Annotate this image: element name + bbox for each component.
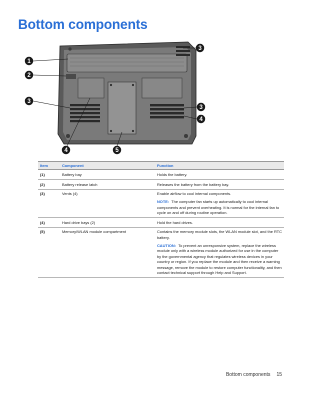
- components-table: [38, 161, 284, 278]
- table-row: [38, 189, 284, 217]
- note-text: The computer fan starts up automatically to cool internal components and prevent overheating. It is normal for the internal fan to cycle on and off during routine operation.: [157, 199, 280, 216]
- page-title: Bottom components: [18, 17, 148, 32]
- callout-3-top-right: [196, 44, 204, 52]
- item-number: (2): [38, 180, 60, 190]
- callout-3-left: [25, 97, 33, 105]
- function-text: Enable airflow to cool internal components.: [157, 191, 232, 197]
- callout-5-bottom: [113, 146, 121, 154]
- page-number: 15: [276, 372, 282, 378]
- battery-release-latch: [66, 74, 76, 79]
- memory-wlan-compartment: [108, 82, 136, 134]
- callout-number: 2: [27, 73, 31, 80]
- component-function: Hold the hard drives.: [155, 218, 284, 228]
- footer-section-title: Bottom components: [225, 372, 271, 378]
- item-number: (5): [38, 227, 60, 277]
- table-row: [38, 227, 284, 277]
- component-name: Vents (4): [60, 189, 155, 217]
- component-name: Battery release latch: [60, 180, 155, 190]
- component-name: Memory/WLAN module compartment: [60, 227, 155, 277]
- header-function: Function: [155, 162, 284, 170]
- item-number: (3): [38, 189, 60, 217]
- callout-2: [25, 71, 33, 79]
- table-row: [38, 218, 284, 228]
- callout-1: [25, 57, 33, 65]
- component-name: Hard drive bays (2): [60, 218, 155, 228]
- laptop-bottom-illustration: [0, 34, 300, 158]
- component-name: Battery bay: [60, 170, 155, 180]
- hard-drive-bay-left: [78, 78, 104, 98]
- callout-3-right: [197, 103, 205, 111]
- hard-drive-bay-right: [142, 78, 182, 98]
- function-text: Contains the memory module slots, the WLAN module slot, and the RTC battery.: [157, 229, 282, 240]
- caution-paragraph: [157, 243, 282, 276]
- component-function: Releases the battery from the battery bay.: [155, 180, 284, 190]
- callout-number: 3: [199, 105, 203, 112]
- callout-number: 5: [115, 148, 119, 155]
- component-function: [155, 227, 284, 277]
- header-component: Component: [60, 162, 155, 170]
- table-header-row: [38, 162, 284, 170]
- header-item: Item: [38, 162, 60, 170]
- component-function: Holds the battery.: [155, 170, 284, 180]
- page-footer: [226, 372, 282, 378]
- callout-number: 4: [64, 148, 68, 155]
- callout-4-right: [197, 115, 205, 123]
- callout-4-bottom: [62, 146, 70, 154]
- battery-bay: [67, 54, 187, 72]
- table-row: [38, 180, 284, 190]
- note-label: NOTE:: [157, 199, 170, 205]
- item-number: (1): [38, 170, 60, 180]
- caution-text: To prevent an unresponsive system, replace the wireless module only with a wireless module authorized for use in the computer by the governmental agency that regulates wireless devices in your country or region. If you replace the module and then receive a warning message, remove the module to restore computer functionality, and then contact technical support through Help and Support.: [157, 242, 282, 276]
- note-paragraph: [157, 199, 282, 215]
- callout-number: 3: [198, 46, 202, 53]
- caution-label: CAUTION:: [157, 242, 177, 248]
- callout-number: 1: [27, 59, 31, 66]
- table-row: [38, 170, 284, 180]
- component-function: [155, 189, 284, 217]
- vent-grille-top-right: [176, 46, 190, 56]
- callout-number: 3: [27, 99, 31, 106]
- callout-number: 4: [199, 117, 203, 124]
- item-number: (4): [38, 218, 60, 228]
